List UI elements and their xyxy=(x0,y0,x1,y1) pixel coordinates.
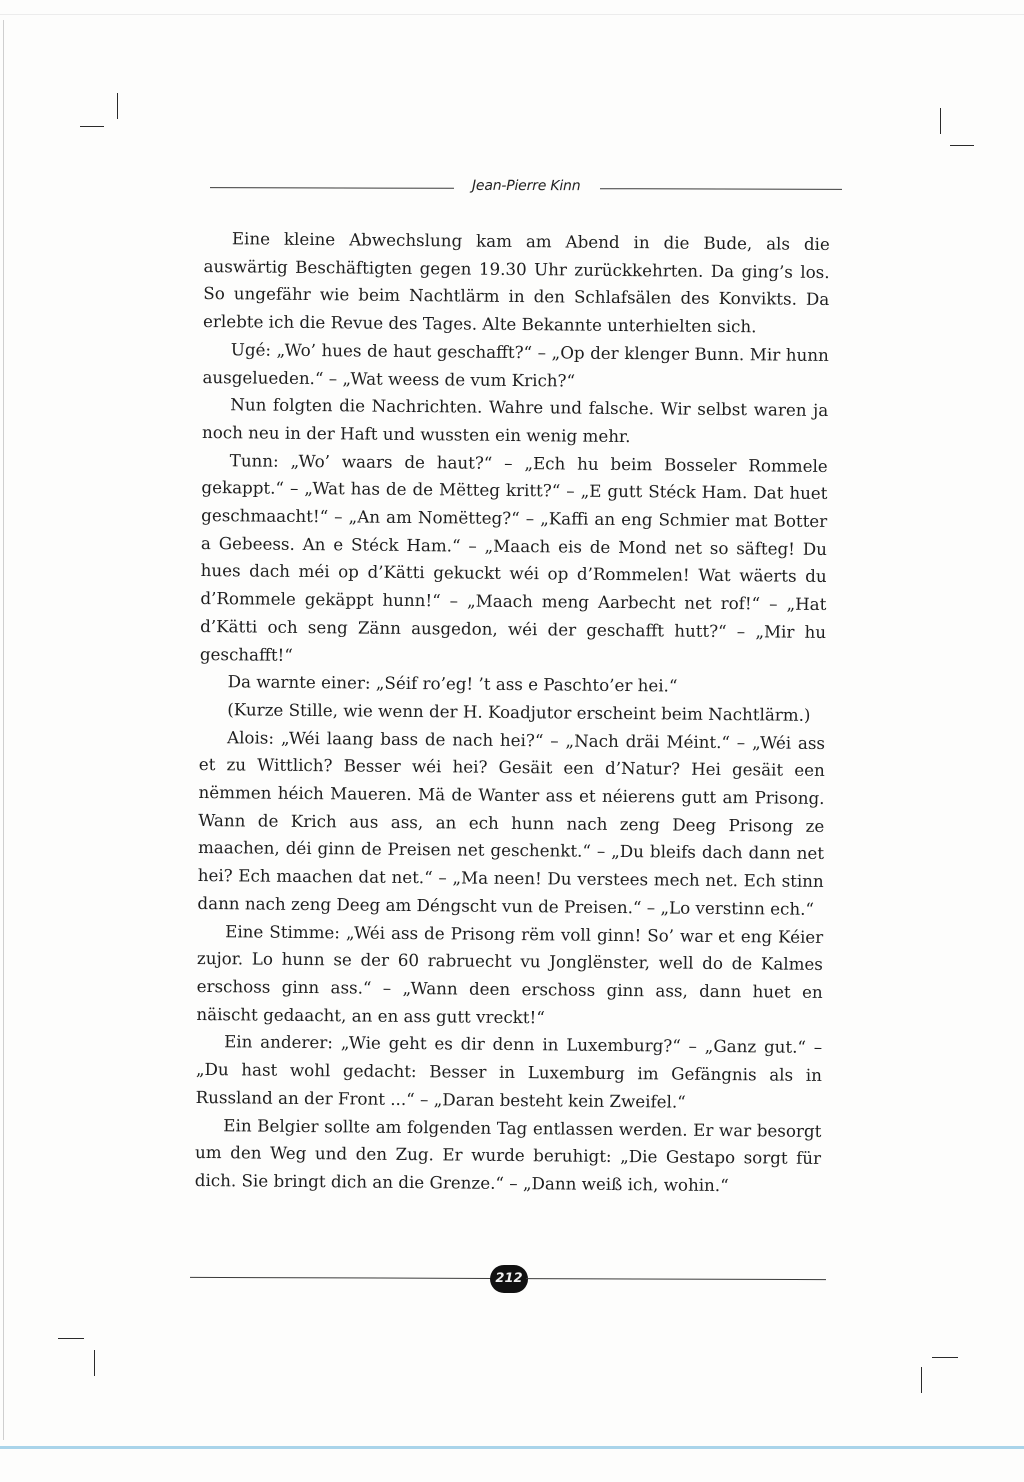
paragraph: (Kurze Stille, wie wenn der H. Koadjutor erscheint beim Nachtlärm.) xyxy=(227,699,811,725)
running-head-author: Jean-Pierre Kinn xyxy=(471,177,581,195)
paragraph: Ein anderer: „Wie geht es dir denn in Luxemburg?“ – „Ganz gut.“ – „Du hast wohl gedacht: Besser in Luxemburg im Gefängnis als in Russland an der Front ...“ – „Daran besteht kein Zweifel.“ xyxy=(195,1031,823,1112)
paragraph: Ein Belgier sollte am folgenden Tag entlassen werden. Er war besorgt um den Weg und den Zug. Er wurde beruhigt: „Die Gestapo sorgt für dich. Sie bringt dich an die Grenze.“ – „Dann weiß ich, wohin.“ xyxy=(194,1114,822,1195)
paragraph: Eine Stimme: „Wéi ass de Prisong rëm voll ginn! So’ war et eng Kéier zujor. Lo hunn se der 60 rabruecht vu Jonglënster, well do de Kalmes erschoss ginn ass.“ – „Wann deen erschoss ginn ass, dann huet en näischt gedaacht, an en ass gutt vreckt!“ xyxy=(196,920,824,1027)
crop-mark-top-left-horizontal xyxy=(80,126,104,127)
paragraph: Nun folgten die Nachrichten. Wahre und falsche. Wir selbst waren ja noch neu in der Haft und wussten ein wenig mehr. xyxy=(201,394,829,447)
crop-mark-top-right-horizontal xyxy=(950,145,974,146)
scan-bottom-line xyxy=(0,1446,1024,1449)
paragraph: Da warnte einer: „Séif ro’eg! ’t ass e Paschto’er hei.“ xyxy=(227,671,678,696)
crop-mark-top-right-vertical xyxy=(940,108,941,134)
page-footer xyxy=(190,1264,826,1300)
paragraph: Alois: „Wéi laang bass de nach hei?“ – „Nach dräi Méint.“ – „Wéi ass et zu Wittlich? Besser wéi hei? Gesäit een d’Natur? Hei gesäit een nëmmen héich Maueren. Mä de Wanter ass et néierens gutt am Prisong. Wann de Krich aus ass, an ech hunn nach zeng Deeg Prisong ze maachen, déi ginn de Preisen net geschenkt.“ – „Du bleifs dach dann net hei? Ech maachen dat net.“ – „Ma neen! Du verstees mech net. Ech stinn dann nach zeng Deeg am Déngscht vun de Preisen.“ – „Lo verstinn ech.“ xyxy=(197,726,826,919)
running-head-rule-left xyxy=(210,187,454,189)
crop-mark-bottom-left-horizontal xyxy=(58,1338,84,1339)
crop-mark-bottom-right-horizontal xyxy=(932,1357,958,1358)
scan-left-edge xyxy=(3,20,4,1440)
footer-rule-right xyxy=(526,1278,826,1280)
crop-mark-bottom-left-vertical xyxy=(94,1350,95,1376)
running-head-rule-right xyxy=(600,188,842,190)
paragraph: Ugé: „Wo’ hues de haut geschafft?“ – „Op der klenger Bunn. Mir hunn ausgelueden.“ – „Wat weess de vum Krich?“ xyxy=(202,339,829,391)
paragraph: Tunn: „Wo’ waars de haut?“ – „Ech hu beim Bosseler Rommele gekappt.“ – „Wat has de de Mëtteg kritt?“ – „E gutt Stéck Ham. Dat huet geschmaacht!“ – „An am Nomëtteg?“ – „Kaffi an eng Schmier mat Botter a Gebeess. An e Stéck Ham.“ – „Maach eis de Mond net so säfteg! Du hues dach méi op d’Kätti gekuckt wéi op d’Rommelen! Wat wäerts du d’Rommele gekäppt hunn!“ – „Maach meng Aarbecht net rof!“ – „Hat d’Kätti och seng Zänn ausgedon, wéi der geschafft hutt?“ – „Mir hu geschafft!“ xyxy=(199,449,828,665)
running-head xyxy=(210,177,842,207)
scan-top-edge xyxy=(0,14,1024,15)
crop-mark-bottom-right-vertical xyxy=(921,1367,922,1393)
crop-mark-top-left-vertical xyxy=(117,93,118,119)
paragraph: Eine kleine Abwechslung kam am Abend in die Bude, als die auswärtig Beschäftigten gegen 19.30 Uhr zurückkehrten. Da ging’s los. So ungefähr wie beim Nachtlärm in den Schlafsälen des Konvikts. Da erlebte ich die Revue des Tages. Alte Bekannte unterhielten sich. xyxy=(202,228,830,337)
page-number: 212 xyxy=(490,1265,528,1293)
body-text xyxy=(195,225,830,1201)
footer-rule-left xyxy=(190,1277,492,1279)
